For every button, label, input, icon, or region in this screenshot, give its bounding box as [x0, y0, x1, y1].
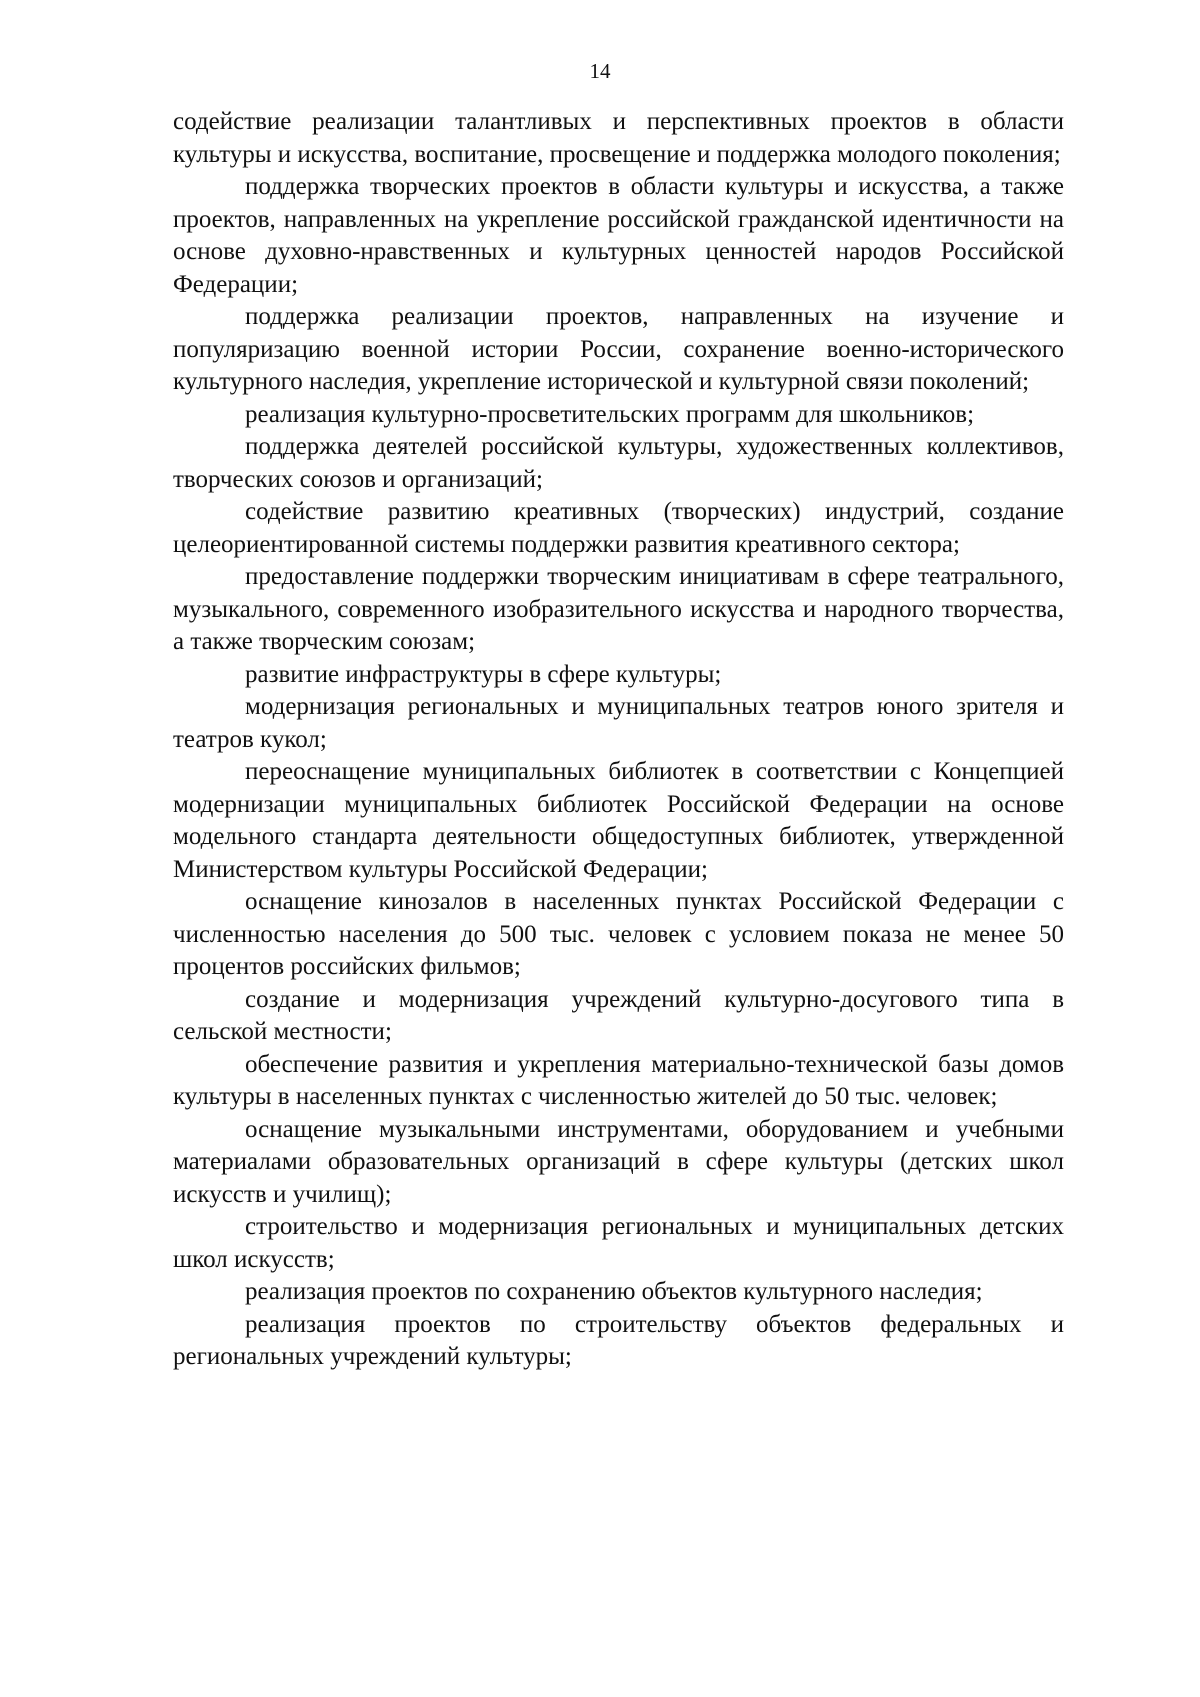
page-number: 14: [589, 59, 611, 83]
paragraph-17: реализация проектов по строительству объектов федеральных и региональных учреждений культуры;: [173, 1310, 1064, 1370]
paragraph-6: содействие развитию креативных (творческих) индустрий, создание целеориентированной системы поддержки развития креативного сектора;: [173, 498, 1064, 558]
document-body: [173, 106, 1064, 1374]
paragraph-16: реализация проектов по сохранению объектов культурного наследия;: [245, 1278, 983, 1305]
paragraph-14: оснащение музыкальными инструментами, оборудованием и учебными материалами образовательных организаций в сфере культуры (детских школ искусств и училищ);: [173, 1115, 1064, 1208]
paragraph-11: оснащение кинозалов в населенных пунктах Российской Федерации с численностью населения до 500 тыс. человек с условием показа не менее 50 процентов российских фильмов;: [173, 888, 1064, 980]
paragraph-4: реализация культурно-просветительских программ для школьников;: [245, 400, 975, 428]
paragraph-7: предоставление поддержки творческим инициативам в сфере театрального, музыкального, современного изобразительного искусства и народного творчества, а также творческим союзам;: [173, 563, 1064, 655]
paragraph-15: строительство и модернизация региональных и муниципальных детских школ искусств;: [173, 1213, 1064, 1273]
paragraph-5: поддержка деятелей российской культуры, художественных коллективов, творческих союзов и организаций;: [173, 433, 1064, 493]
paragraph-3: поддержка реализации проектов, направленных на изучение и популяризацию военной истории России, сохранение военно-исторического культурного наследия, укрепление исторической и культурной связи поколений;: [173, 303, 1064, 395]
paragraph-13: обеспечение развития и укрепления материально-технической базы домов культуры в населенных пунктах с численностью жителей до 50 тыс. человек;: [173, 1050, 1064, 1110]
paragraph-2: поддержка творческих проектов в области культуры и искусства, а также проектов, направленных на укрепление российской гражданской идентичности на основе духовно-нравственных и культурных ценностей народов Российской Федерации;: [173, 173, 1064, 298]
paragraph-1: содействие реализации талантливых и перспективных проектов в области культуры и искусства, воспитание, просвещение и поддержка молодого поколения;: [173, 108, 1064, 168]
paragraph-8: развитие инфраструктуры в сфере культуры;: [245, 660, 722, 688]
paragraph-9: модернизация региональных и муниципальных театров юного зрителя и театров кукол;: [173, 693, 1064, 753]
paragraph-10: переоснащение муниципальных библиотек в соответствии с Концепцией модернизации муниципальных библиотек Российской Федерации на основе модельного стандарта деятельности общедоступных библиотек, утвержденной Министерством культуры Российской Федерации;: [173, 758, 1064, 883]
paragraph-12: создание и модернизация учреждений культурно-досугового типа в сельской местности;: [173, 985, 1064, 1045]
